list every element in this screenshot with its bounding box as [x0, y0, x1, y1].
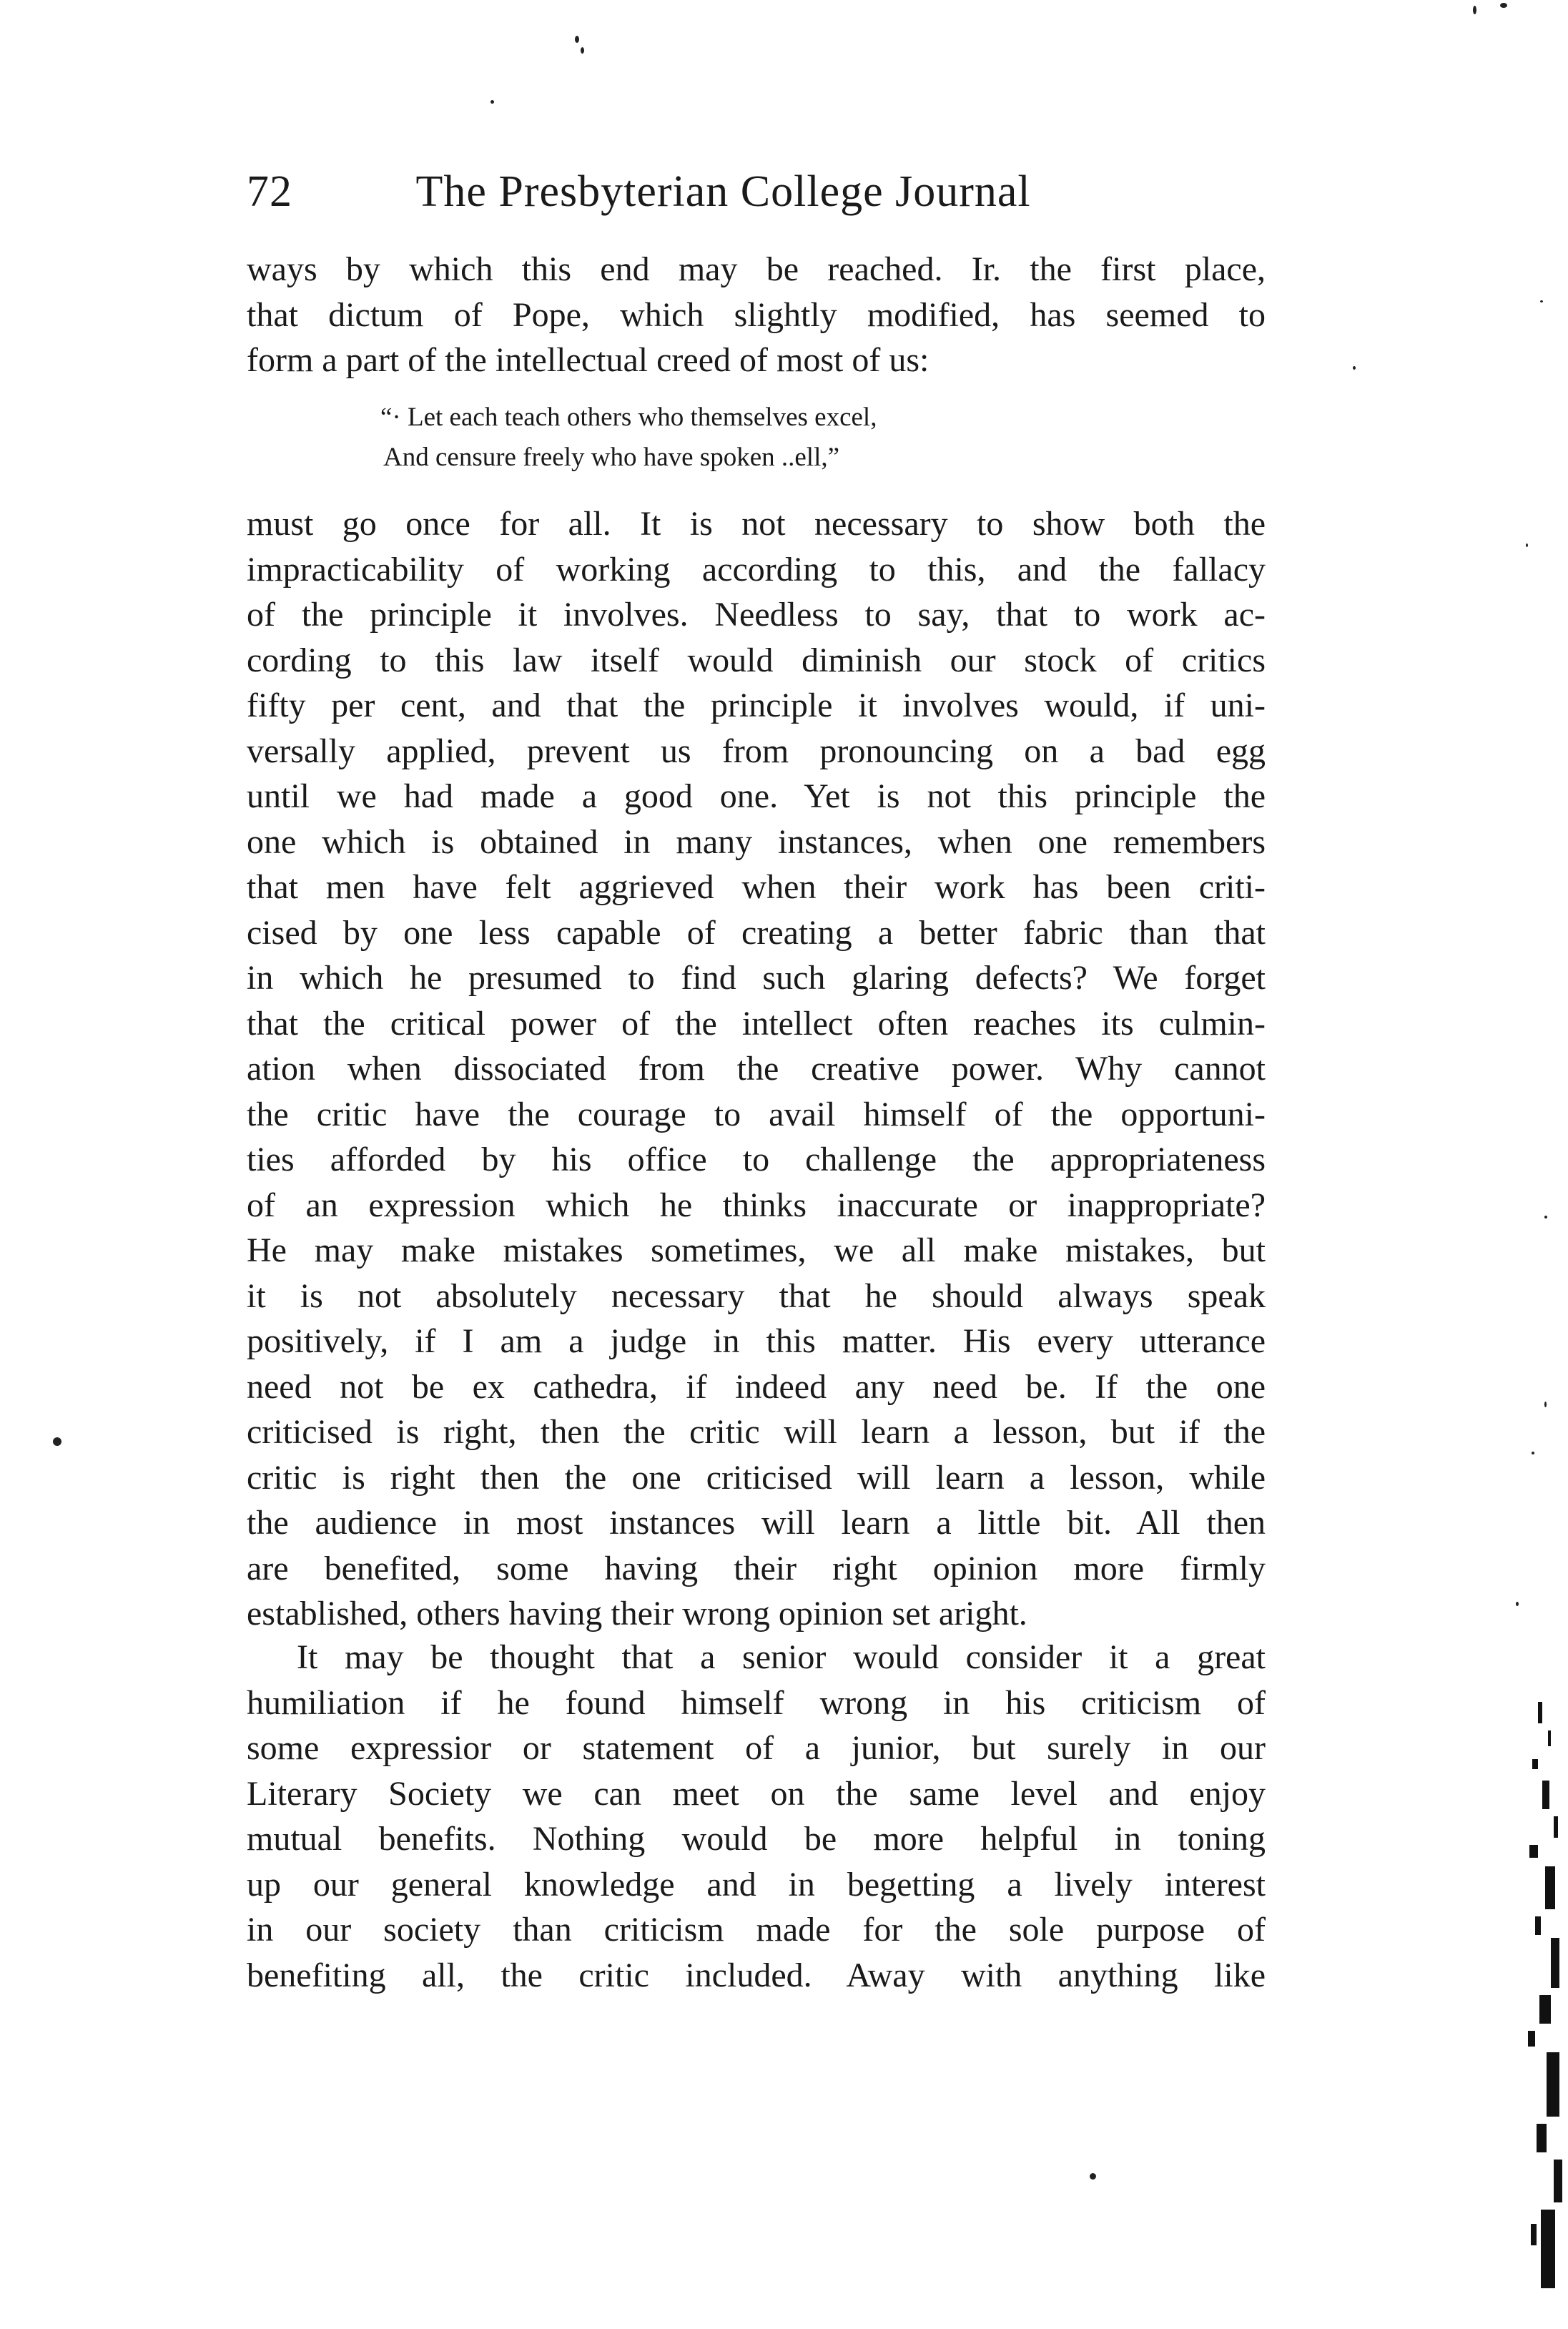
quotation-line: “· Let each teach others who themselves excel, — [380, 403, 877, 432]
scan-speck — [581, 47, 584, 54]
text-line: He may make mistakes sometimes, we all make mistakes, but — [247, 1231, 1266, 1269]
page-header — [247, 163, 1248, 220]
text-line: criticised is right, then the critic will learn a lesson, but if the — [247, 1413, 1266, 1451]
scan-speck — [1500, 3, 1507, 8]
scan-speck — [1090, 2173, 1096, 2180]
scan-edge-noise — [1468, 1702, 1568, 2303]
text-line: fifty per cent, and that the principle it involves would, if uni- — [247, 686, 1266, 724]
running-title: The Presbyterian College Journal — [415, 167, 1031, 216]
text-line: cording to this law itself would diminish our stock of critics — [247, 641, 1266, 679]
page-number: 72 — [247, 167, 292, 216]
paragraph-one — [247, 247, 1266, 383]
text-line: versally applied, prevent us from pronouncing on a bad egg — [247, 732, 1266, 770]
scan-speck — [1532, 1452, 1534, 1454]
text-line: are benefited, some having their right opinion more firmly — [247, 1549, 1266, 1587]
text-line: established, others having their wrong opinion set aright. — [247, 1595, 1027, 1633]
text-line: that men have felt aggrieved when their work has been criti- — [247, 868, 1266, 906]
text-line: up our general knowledge and in begetting a lively interest — [247, 1865, 1266, 1904]
quotation-line: And censure freely who have spoken ..ell,” — [383, 443, 840, 472]
paragraph-two — [247, 501, 1266, 1637]
text-line: need not be ex cathedra, if indeed any need be. If the one — [247, 1367, 1266, 1406]
scan-speck — [1516, 1602, 1519, 1606]
text-line: ation when dissociated from the creative power. Why cannot — [247, 1050, 1266, 1088]
text-line: until we had made a good one. Yet is not this principle the — [247, 777, 1266, 815]
scan-speck — [1544, 1402, 1547, 1407]
text-line: impracticability of working according to this, and the fallacy — [247, 550, 1266, 589]
text-line: ties afforded by his office to challenge the appropriateness — [247, 1141, 1266, 1178]
text-line: cised by one less capable of creating a better fabric than that — [247, 913, 1266, 952]
text-line: form a part of the intellectual creed of most of us: — [247, 341, 930, 379]
scan-speck — [53, 1437, 61, 1446]
text-line: that the critical power of the intellect often reaches its culmin- — [247, 1004, 1266, 1043]
text-line: Literary Society we can meet on the same level and enjoy — [247, 1774, 1266, 1813]
text-line: It may be thought that a senior would consider it a great — [297, 1638, 1266, 1676]
scan-speck — [1526, 543, 1528, 547]
text-line: humiliation if he found himself wrong in his criticism of — [247, 1683, 1266, 1722]
scan-speck — [575, 36, 579, 43]
text-line: of the principle it involves. Needless to say, that to work ac- — [247, 596, 1266, 634]
block-quotation — [380, 398, 1024, 478]
scan-speck — [1540, 300, 1543, 302]
text-line: mutual benefits. Nothing would be more helpful in toning — [247, 1820, 1266, 1858]
text-line: benefiting all, the critic included. Away with anything like — [247, 1956, 1266, 1994]
text-line: in our society than criticism made for the sole purpose of — [247, 1911, 1266, 1949]
paragraph-three — [247, 1635, 1266, 1998]
scan-speck — [1544, 1216, 1547, 1218]
text-line: it is not absolutely necessary that he should always speak — [247, 1276, 1266, 1315]
text-line: one which is obtained in many instances, when one remembers — [247, 822, 1266, 861]
text-line: must go once for all. It is not necessary to show both the — [247, 505, 1266, 543]
text-line: some expressior or statement of a junior, but surely in our — [247, 1729, 1266, 1767]
text-line: the critic have the courage to avail himself of the opportuni- — [247, 1095, 1266, 1133]
scan-speck — [490, 100, 494, 104]
text-line: critic is right then the one criticised will learn a lesson, while — [247, 1458, 1266, 1497]
text-line: positively, if I am a judge in this matter. His every utterance — [247, 1322, 1266, 1360]
text-line: ways by which this end may be reached. Ir. the first place, — [247, 250, 1266, 288]
text-line: the audience in most instances will learn a little bit. All then — [247, 1504, 1266, 1542]
text-line: of an expression which he thinks inaccurate or inappropriate? — [247, 1186, 1266, 1224]
text-line: in which he presumed to find such glaring defects? We forget — [247, 959, 1266, 997]
scan-speck — [1353, 366, 1356, 370]
scan-speck — [1473, 6, 1476, 14]
text-line: that dictum of Pope, which slightly modified, has seemed to — [247, 295, 1266, 334]
